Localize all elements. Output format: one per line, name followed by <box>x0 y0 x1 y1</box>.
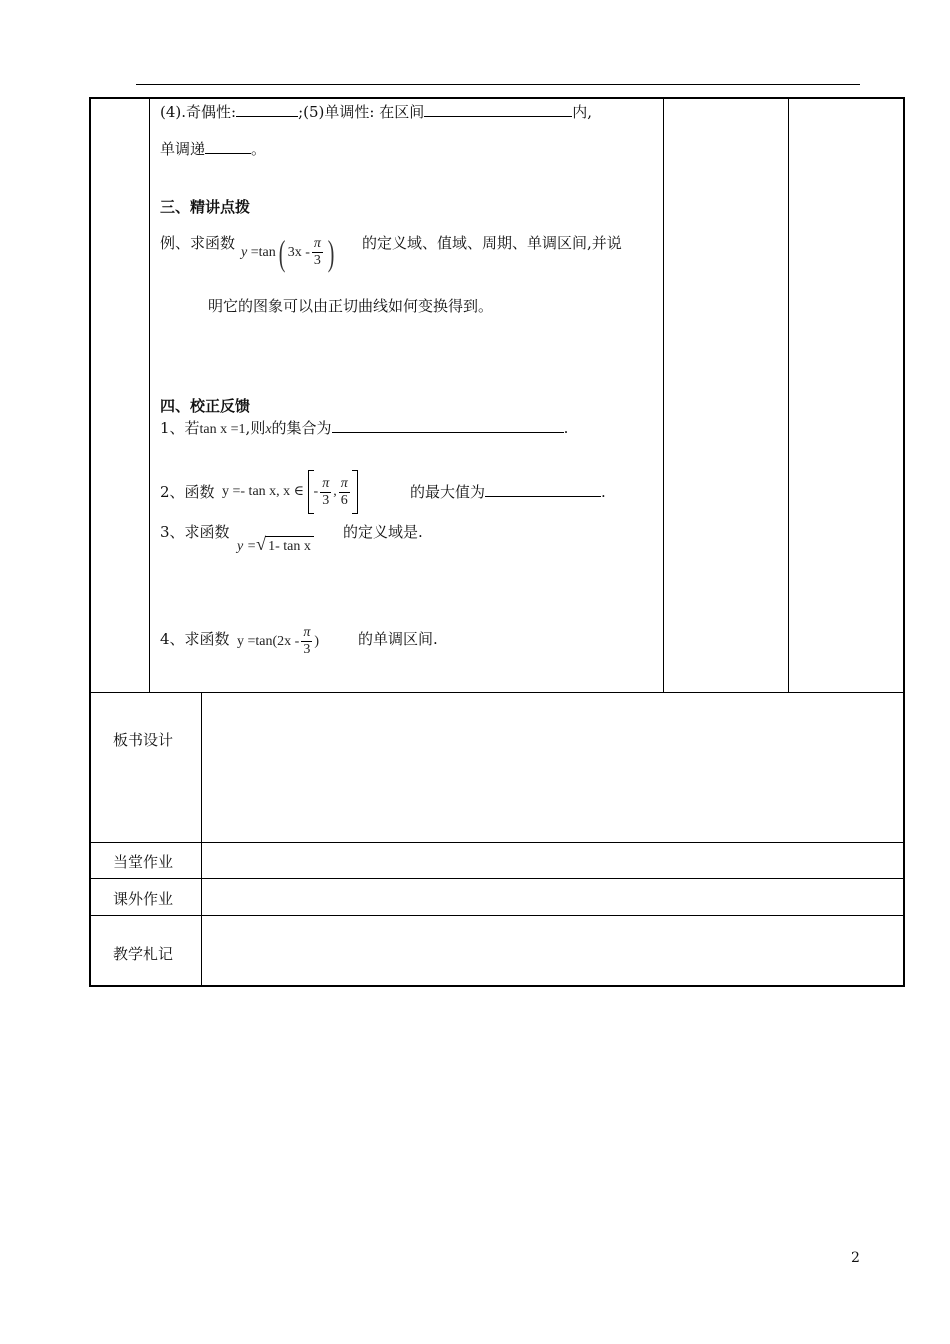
section4-heading: 四、校正反馈 <box>160 397 251 415</box>
column-divider-left <box>149 98 150 692</box>
column-divider-right <box>788 98 789 692</box>
column-divider-mid <box>663 98 664 692</box>
row-divider <box>90 915 905 916</box>
question-4-prefix: 4、求函数 <box>160 630 230 648</box>
question-3-prefix: 3、求函数 <box>160 523 230 541</box>
section3-heading: 三、精讲点拨 <box>160 198 251 216</box>
class-homework-label: 当堂作业 <box>113 853 174 871</box>
label-column-divider <box>201 692 202 987</box>
question-3-formula: y =√ 1- tan x <box>237 534 314 557</box>
monotonic-direction-line <box>160 139 266 159</box>
question-1: 1、若tan x =1,则x的集合为 . <box>160 419 569 437</box>
row-divider <box>90 842 905 843</box>
teaching-notes-label: 教学札记 <box>113 945 174 963</box>
question-2-prefix: 2、函数 <box>160 483 215 501</box>
parity-monotonic-line <box>160 102 592 122</box>
extra-homework-label: 课外作业 <box>113 890 174 908</box>
example-suffix: 的定义域、值域、周期、单调区间,并说 <box>362 234 622 252</box>
row-divider <box>90 692 905 693</box>
item5-suffix: 内, <box>572 103 592 121</box>
item4-label: (4).奇偶性: <box>160 103 237 121</box>
item5-label: ;(5)单调性: 在区间 <box>298 103 425 121</box>
question-2-suffix: 的最大值为 . <box>410 483 606 501</box>
question-4-suffix: 的单调区间. <box>358 630 438 648</box>
header-rule <box>136 84 860 85</box>
line2-end: 。 <box>251 140 267 158</box>
example-prefix: 例、求函数 <box>160 234 236 252</box>
interval-blank[interactable] <box>424 102 572 117</box>
line2-label: 单调递 <box>160 140 206 158</box>
example-formula: y =tan( 3x - $\frac{\pi}{3}$ ) <box>241 232 335 273</box>
board-design-label: 板书设计 <box>113 731 174 749</box>
page-number: 2 <box>851 1250 860 1266</box>
row-divider <box>90 878 905 879</box>
question-4-formula: y =tan(2x - $\frac{\pi}{3}$ ) <box>237 625 320 658</box>
direction-blank[interactable] <box>205 139 251 154</box>
parity-blank[interactable] <box>236 102 298 117</box>
example-line2: 明它的图象可以由正切曲线如何变换得到。 <box>208 297 494 315</box>
q1-answer-blank[interactable] <box>332 418 564 433</box>
question-3-suffix: 的定义域是. <box>343 523 423 541</box>
question-2-formula: y =- tan x, x ∈ - $\frac{\pi}{3}$ , $\frac{\pi}{6}$ <box>222 470 358 514</box>
q2-answer-blank[interactable] <box>485 482 601 497</box>
lesson-table <box>89 97 905 987</box>
